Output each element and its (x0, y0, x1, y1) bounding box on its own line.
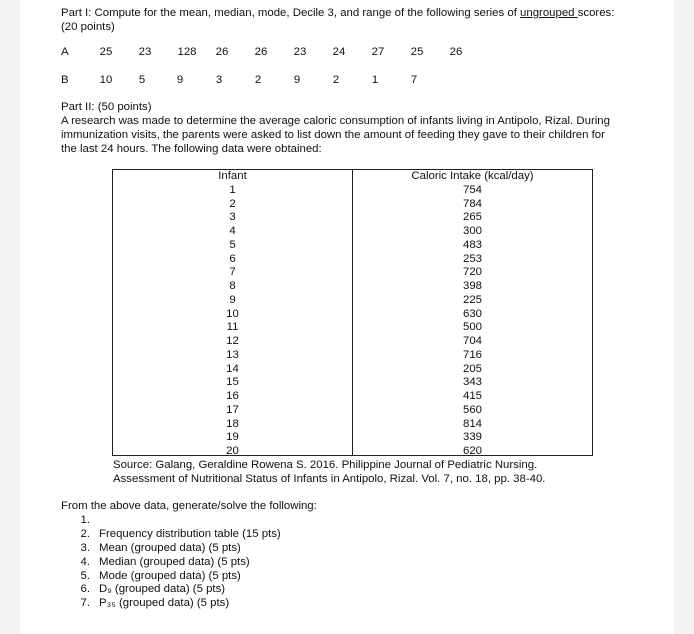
infant-cell: 17 (226, 403, 239, 416)
part1-instruction-underlined: ungrouped (520, 7, 578, 19)
part1-instruction-post: scores: (577, 7, 615, 19)
infant-cell: 4 (229, 225, 236, 237)
intake-cell: 720 (462, 266, 482, 279)
infant-cell: 16 (226, 390, 239, 402)
row-a-score: 128 (177, 46, 197, 58)
task-number: 5. (80, 570, 90, 582)
infant-cell: 11 (226, 321, 239, 334)
intake-cell: 754 (462, 183, 482, 196)
intake-cell: 398 (462, 280, 482, 292)
page-margin-right (674, 0, 694, 634)
row-a-score: 25 (99, 46, 113, 58)
intake-cell: 500 (462, 321, 482, 334)
task-number: 1. (80, 514, 90, 526)
infant-cell: 15 (226, 376, 239, 389)
task-text: D₉ (grouped data) (5 pts) (99, 583, 226, 595)
infant-cell: 3 (229, 211, 236, 224)
source-citation-line: Assessment of Nutritional Status of Infants in Antipolo, Rizal. Vol. 7, no. 18, pp. 38-40. (113, 473, 546, 485)
infant-column (113, 170, 352, 459)
intake-cell: 814 (462, 417, 482, 430)
row-a-score: 26 (254, 46, 268, 58)
part1-instruction-pre: Part I: Compute for the mean, median, mode, Decile 3, and range of the following series of (61, 7, 521, 19)
row-b-score: 9 (293, 74, 301, 86)
infant-cell: 19 (226, 431, 239, 444)
row-a-score: 23 (138, 46, 152, 58)
task-number: 6. (80, 583, 90, 595)
part2-paragraph-line: the last 24 hours. The following data were obtained: (61, 143, 322, 155)
task-text: Frequency distribution table (15 pts) (99, 528, 281, 540)
infant-cell: 1 (229, 183, 236, 196)
row-b-score: 5 (138, 74, 146, 86)
part2-paragraph-line: A research was made to determine the average caloric consumption of infants living in Antipolo, Rizal. During (61, 115, 610, 127)
task-text: Mean (grouped data) (5 pts) (99, 542, 241, 554)
intake-cell: 784 (462, 197, 482, 210)
intake-cell: 205 (462, 362, 482, 375)
row-b-score: 10 (99, 74, 113, 86)
row-a-score: 26 (215, 46, 229, 58)
intake-cell: 630 (462, 307, 482, 320)
intake-cell: 253 (462, 252, 482, 265)
intake-cell: 339 (462, 431, 482, 444)
infant-cell: 12 (226, 335, 239, 347)
part1-instruction (61, 7, 614, 20)
infant-cell: 18 (226, 417, 239, 430)
row-a-score: 23 (293, 46, 307, 58)
intake-cell: 225 (462, 293, 482, 306)
intake-cell: 620 (462, 445, 482, 457)
row-a-score: 26 (449, 46, 463, 58)
part1-points: (20 points) (61, 21, 115, 33)
row-b-score: 7 (410, 74, 418, 86)
tasks-intro: From the above data, generate/solve the following: (61, 500, 317, 512)
infant-cell: 7 (229, 266, 236, 279)
row-b-score: 2 (254, 74, 262, 86)
task-text: Mode (grouped data) (5 pts) (99, 570, 241, 582)
task-text: Median (grouped data) (5 pts) (99, 556, 250, 568)
task-number: 3. (80, 542, 90, 554)
infant-column-header: Infant (218, 170, 247, 182)
infant-cell: 10 (226, 307, 239, 320)
infant-cell: 8 (229, 280, 236, 292)
part2-heading: Part II: (50 points) (61, 101, 152, 113)
infant-cell: 20 (226, 445, 239, 457)
caloric-intake-column (353, 170, 592, 459)
source-citation-line: Source: Galang, Geraldine Rowena S. 2016. Philippine Journal of Pediatric Nursing. (113, 459, 538, 471)
intake-cell: 716 (462, 348, 482, 361)
infant-cell: 6 (229, 252, 236, 265)
intake-cell: 265 (462, 211, 482, 224)
task-text: P₃₅ (grouped data) (5 pts) (99, 597, 230, 609)
task-number: 2. (80, 528, 90, 540)
task-number: 4. (80, 556, 90, 568)
intake-cell: 300 (462, 225, 482, 237)
task-number: 7. (80, 597, 90, 609)
intake-cell: 560 (462, 403, 482, 416)
infant-cell: 5 (229, 238, 236, 251)
infant-cell: 9 (229, 293, 236, 306)
caloric-intake-column-header: Caloric Intake (kcal/day) (411, 170, 534, 182)
row-b-label: B (61, 74, 69, 86)
row-a-score: 27 (371, 46, 385, 58)
intake-cell: 415 (462, 390, 482, 402)
row-b-score: 9 (176, 74, 184, 86)
row-a-label: A (61, 46, 69, 58)
infant-cell: 2 (229, 197, 236, 210)
row-b-score: 3 (215, 74, 223, 86)
part2-paragraph-line: immunization visits, the parents were asked to list down the amount of feeding they gave to their children for (61, 129, 605, 141)
row-b-score: 1 (371, 74, 379, 86)
page-margin-left (0, 0, 20, 634)
intake-cell: 704 (462, 335, 482, 347)
intake-cell: 343 (462, 376, 482, 389)
infant-cell: 14 (226, 362, 239, 375)
row-b-score: 2 (332, 74, 340, 86)
infant-cell: 13 (226, 348, 239, 361)
intake-cell: 483 (462, 238, 482, 251)
row-a-score: 25 (410, 46, 424, 58)
row-a-score: 24 (332, 46, 346, 58)
